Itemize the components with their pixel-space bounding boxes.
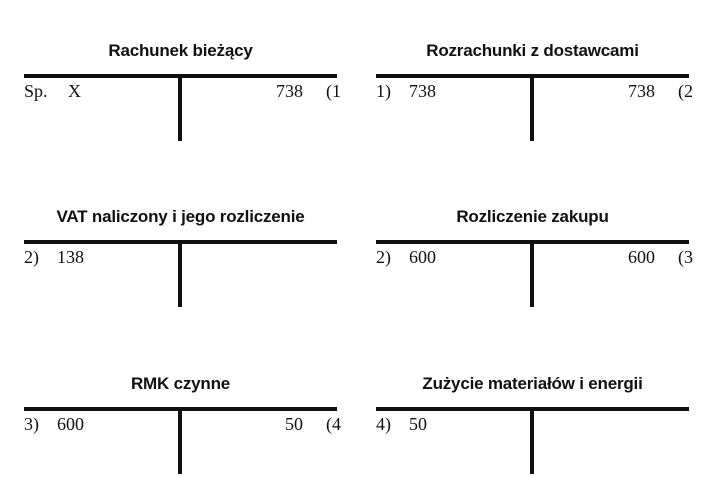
credit-amount: 600 [628,247,655,267]
account-zuzycie-materialow [376,374,689,484]
debit-ref: 2) [24,247,39,267]
debit-amount: 600 [409,247,436,267]
debit-ref: Sp. [24,81,48,101]
debit-amount: X [68,81,81,101]
credit-amount: 50 [285,414,303,434]
debit-amount: 738 [409,81,436,101]
credit-ref: (1 [326,81,341,101]
debit-ref: 4) [376,414,391,434]
debit-ref: 2) [376,247,391,267]
account-rachunek-biezacy [24,41,341,151]
account-rozrachunki-z-dostawcami [376,41,693,151]
account-rozliczenie-zakupu [376,207,693,317]
debit-amount: 600 [57,414,84,434]
t-account-vertical-line [178,76,182,141]
account-vat-naliczony [24,207,337,317]
credit-ref: (2 [678,81,693,101]
account-rmk-czynne [24,374,341,484]
credit-ref: (4 [326,414,341,434]
account-title: RMK czynne [130,374,231,393]
debit-ref: 3) [24,414,39,434]
t-account-vertical-line [530,76,534,141]
account-title: VAT naliczony i jego rozliczenie [56,207,305,226]
t-account-vertical-line [530,409,534,474]
t-account-vertical-line [178,242,182,307]
debit-amount: 138 [57,247,84,267]
account-title: Rozliczenie zakupu [456,207,609,226]
credit-amount: 738 [276,81,303,101]
debit-ref: 1) [376,81,391,101]
t-account-vertical-line [178,409,182,474]
account-title: Zużycie materiałów i energii [422,374,643,393]
account-title: Rozrachunki z dostawcami [426,41,639,60]
account-title: Rachunek bieżący [108,41,253,60]
credit-amount: 738 [628,81,655,101]
credit-ref: (3 [678,247,693,267]
t-account-vertical-line [530,242,534,307]
debit-amount: 50 [409,414,427,434]
